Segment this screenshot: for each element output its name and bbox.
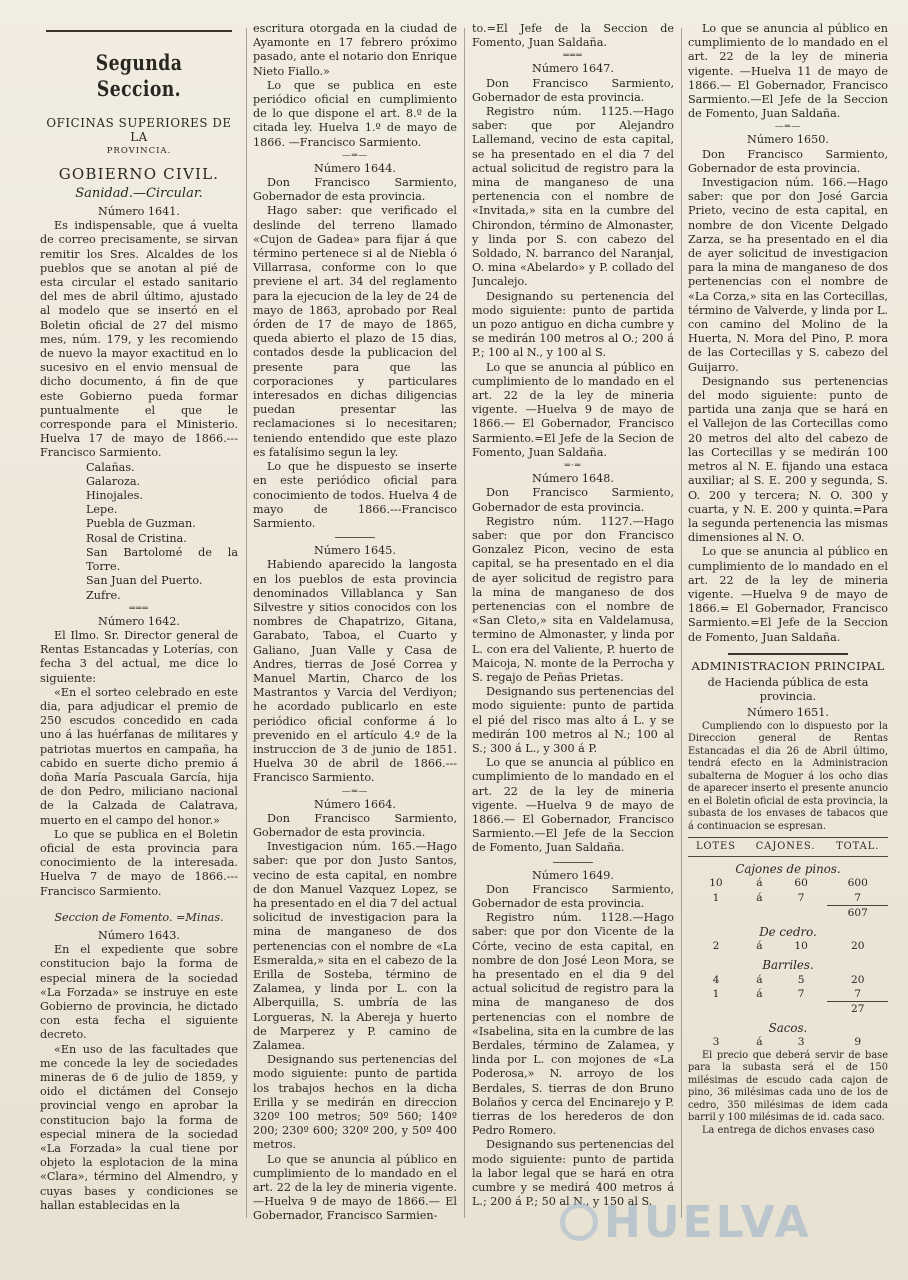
office-title: OFICINAS SUPERIORES DE LA bbox=[46, 116, 232, 145]
notice-text: Investigacion núm. 166.—Hago saber: que por don José Garcia Prieto, vecino de esta capital, en nombre de don Vicente Delgado Zarza, se ha presentado en el dia de ayer solicitud de investigacion para la mina de manganeso de dos pertenencias con el nombre de «La Corza,» sita en las Cortecillas, término de Valverde, y linda por L. con camino del Molino de la Huerta, N. Mora del Pino, P. mora de las Cortecillas y S. cabezo del Guijarro. bbox=[688, 176, 888, 374]
notice-text: Registro núm. 1127.—Hago saber: que por don Francisco Gonzalez Picon, vecino de esta capital, se ha presentado en el dia de ayer solicitud de registro para la mina de manganeso de dos pertenencias con el nombre de «San Cleto,» sita en Valdelamusa, termino de Almonaster, y linda por L. con era del Valiente, P. huerto de Maicoja, N. monte de la Perrocha y S. regajo de Peñas Prietas. bbox=[472, 514, 674, 684]
table-category: Barriles. bbox=[762, 958, 814, 973]
table-row bbox=[688, 1035, 888, 1049]
notice-text: Hago saber: que verificado el deslinde del terreno llamado «Cujon de Gadea» para fijar á que término pertenece si al de Niebla ó Villarrasa, conforme con lo que previene el art. 34 del reglamento para la ejecucion de la ley de 24 de mayo de 1863, aprobado por Real órden de 17 de mayo de 1865, queda abierto el plazo de 15 dias, contados desde la publicacion del presente para que las corporaciones y particulares interesados en dichas diligencias puedan presentar las reclamaciones si lo necesitaren; teniendo entendido que este plazo es fatalísimo segun la ley. bbox=[253, 204, 457, 459]
column-rule bbox=[681, 28, 682, 1218]
gobierno-civil-heading: GOBIERNO CIVIL. bbox=[58, 164, 220, 183]
notice-number: Número 1650. bbox=[747, 133, 829, 147]
table-row bbox=[688, 905, 888, 920]
notice-text: Lo que he dispuesto se inserte en este periódico oficial para conocimiento de todos. Huelva 4 de mayo de 1866.---Francisco Sarmiento. bbox=[253, 460, 457, 530]
town-item: Calañas. bbox=[86, 460, 135, 474]
notice-text: «En el sorteo celebrado en este dia, para adjudicar el premio de 250 escudos concedido en cada uno á las huérfanas de militares y patriotas muertos en campaña, ha cabido en suerte dicho premio á doña María Pascuala García, hija de don Pedro, miliciano nacional de la Calzada de Calatrava, muerto en el campo del honor.» bbox=[40, 685, 238, 827]
notice-number: Número 1645. bbox=[314, 544, 396, 558]
table-category: Sacos. bbox=[768, 1021, 808, 1036]
notice-text: Lo que se anuncia al público en cumplimiento de lo mandado en el art. 22 de la ley de mineria vigente. —Huelva 9 de mayo de 1866.— El Gobernador, Francisco Sarmiento.=El Jefe de la Secion de Fomento, Juan Saldaña. bbox=[472, 360, 674, 459]
table-header: CAJONES. bbox=[744, 838, 828, 857]
table-cell: 5 bbox=[797, 973, 805, 986]
town-list bbox=[40, 461, 238, 603]
table-sum: 27 bbox=[827, 1002, 888, 1017]
notice-text: Designando sus pertenencias del modo siguiente: punto de partida una zanja que se hará en el Vallejon de las Cortecillas como 20 metros del alto del cabezo de las Cortecillas y se medirán 100 metros al N. E. fijando una estaca auxiliar; al S. E. 200 y segunda, S. O. 200 y tercera; N. O. 300 y cuarta, y N. E. 200 y quinta.=Para la segunda pertenencia las mismas dimensiones al N. O. bbox=[688, 374, 888, 545]
lots-table bbox=[688, 837, 888, 1050]
column-rule bbox=[464, 28, 465, 1218]
table-row bbox=[688, 987, 888, 1002]
notice-text: Lo que se publica en el Boletin oficial de esta provincia para conocimiento de la interesada. Huelva 7 de mayo de 1866.---Francisco Sarmiento. bbox=[40, 827, 238, 898]
notice-text: escritura otorgada en la ciudad de Ayamonte en 17 febrero próximo pasado, ante el notario don Enrique Nieto Fiallo.» bbox=[253, 22, 457, 78]
table-cell: 3 bbox=[712, 1036, 720, 1049]
seal-icon bbox=[560, 1203, 598, 1241]
notice-number: Número 1649. bbox=[532, 868, 614, 882]
table-header: LOTES bbox=[688, 838, 744, 857]
table-header-row bbox=[688, 838, 888, 857]
table-row bbox=[688, 1002, 888, 1017]
column-rule bbox=[246, 28, 247, 1218]
town-item: Rosal de Cristina. bbox=[86, 531, 187, 545]
table-cell: 2 bbox=[712, 940, 720, 953]
divider bbox=[335, 537, 375, 538]
table-cell: 3 bbox=[797, 1036, 805, 1049]
notice-header: Don Francisco Sarmiento, Gobernador de esta provincia. bbox=[472, 486, 674, 514]
divider bbox=[728, 653, 848, 655]
table-cell: 7 bbox=[797, 891, 805, 904]
notice-text: Cumpliendo con lo dispuesto por la Direccion general de Rentas Estancadas el dia 26 de Abril último, tendrá efecto en la Administracion subalterna de Moguer á los ocho dias de aparecer inserto el presente anuncio en el Boletin oficial de esta provincia, la subasta de los envases de tabacos que á continuacion se espresan. bbox=[688, 720, 888, 832]
notice-text: «En uso de las facultades que me concede la ley de sociedades mineras de 6 de julio de 1859, y oido el dictámen del Consejo provincial vengo en aprobar la constitucion bajo la forma de especial minera de la sociedad «La Forzada» la cual tiene por objeto la esplotacion de la mina «Clara», término del Almendro, y cuyas bases y condiciones se hallan establecidas en la bbox=[40, 1042, 238, 1212]
notice-header: Don Francisco Sarmiento, Gobernador de esta provincia. bbox=[472, 76, 674, 104]
notice-number: Número 1647. bbox=[532, 62, 614, 76]
notice-text: Lo que se anuncia al público en cumplimiento de lo mandado en el art. 22 de la ley de mineria vigente. —Huelva 9 de mayo de 1866.— El Gobernador, Francisco Sarmiento.—El Jefe de la Seccion de Fomento, Juan Saldaña. bbox=[472, 756, 674, 855]
sanidad-heading: Sanidad.—Circular. bbox=[75, 185, 203, 201]
ornament-divider: ═·═ bbox=[564, 461, 582, 472]
column-1 bbox=[40, 22, 238, 1262]
ornament-divider: —═— bbox=[341, 786, 369, 797]
table-cell: 10 bbox=[709, 877, 723, 890]
town-item: Hinojales. bbox=[86, 489, 143, 503]
office-subtitle: PROVINCIA. bbox=[106, 146, 172, 157]
notice-text: Es indispensable, que á vuelta de correo precisamente, se sirvan remitir los Sres. Alcaldes de los pueblos que se anotan al pié de esta circular el estado sanitario del mes de abril último, ajustado al modelo que se insertó en el Boletin oficial de 27 del mismo mes, núm. 179, y les recomiendo de nuevo la mayor exactitud en lo sucesivo en el envio mensual de dicho documento, á fin de que este Gobierno pueda formar puntualmente el que le corresponde para el Ministerio. Huelva 17 de mayo de 1866.---Francisco Sarmiento. bbox=[40, 219, 238, 460]
top-rule bbox=[46, 30, 232, 32]
table-cell: 60 bbox=[794, 877, 808, 890]
divider bbox=[553, 862, 593, 863]
notice-header: Don Francisco Sarmiento, Gobernador de esta provincia. bbox=[472, 882, 674, 910]
town-item: Puebla de Guzman. bbox=[86, 517, 196, 531]
notice-text: to.=El Jefe de la Seccion de Fomento, Juan Saldaña. bbox=[472, 22, 674, 50]
notice-text: Registro núm. 1128.—Hago saber: que por don Vicente de la Córte, vecino de esta capital, en nombre de don José Leon Mora, se ha presentado en el dia 9 del actual solicitud de registro para la mina de manganeso de dos pertenencias con el nombre de «Isabelina, sita en la cumbre de las Berdales, término de Zalamea, y linda por L. con mojones de «La Poderosa,» N. arroyo de los Berdales, S. tierras de don Bruno Bolaños y cerca del Encinarejo y P. tierras de los herederos de don Pedro Romero. bbox=[472, 911, 674, 1138]
notice-number: Número 1641. bbox=[98, 205, 180, 219]
notice-text: Lo que se anuncia al público en cumplimiento de lo mandado en el art. 22 de la ley de mineria vigente. —Huelva 11 de mayo de 1866.— El Gobernador, Francisco Sarmiento.—El Jefe de la Seccion de Fomento, Juan Saldaña. bbox=[688, 22, 888, 121]
table-cell: 9 bbox=[854, 1036, 862, 1049]
notice-text: Investigacion núm. 165.—Hago saber: que por don Justo Santos, vecino de esta capital, en nombre de don Manuel Vazquez Lopez, se ha presentado en el dia 7 del actual solicitud de investigacion para la mina de manganeso de dos pertenencias con el nombre de «La Esmeralda,» sita en el cabezo de la Erilla de Sosteba, término de Zalamea, y linda por L. con la Alberquilla, S. umbría de las Lorgueras, N. la Abereja y huerto de Marperez y P. camino de Zalamea. bbox=[253, 840, 457, 1053]
fomento-heading: Seccion de Fomento. =Minas. bbox=[54, 910, 224, 924]
notice-number: Número 1664. bbox=[314, 797, 396, 811]
table-cell: á bbox=[756, 891, 763, 904]
notice-text: Lo que se publica en este periódico oficial en cumplimiento de lo que dispone el art. 8.º de la citada ley. Huelva 1.º de mayo de 1866. —Francisco Sarmiento. bbox=[253, 78, 457, 149]
notice-text: El precio que deberá servir de base para la subasta será el de 150 milésimas de escudo cada cajon de pino, 36 milésimas cada uno de los de cedro, 350 milésimas de idem cada barril y 100 milésimas de id. cada saco. bbox=[688, 1049, 888, 1124]
section-title: Segunda Seccion. bbox=[95, 50, 183, 101]
ornament-divider: —═— bbox=[341, 150, 369, 161]
table-category: De cedro. bbox=[759, 925, 817, 940]
admin-subtitle: de Hacienda pública de esta provincia. bbox=[707, 675, 869, 704]
notice-text: Registro núm. 1125.—Hago saber: que por Alejandro Lallemand, vecino de esta capital, se ha presentado en el dia 7 del actual solicitud de registro para la mina de manganeso de una pertenencia con el nombre de «Invitada,» sita en la cumbre del Chirondon, término de Almonaster, y linda por S. con cabezo del Soldado, N. barranco del Naranjal, O. mina «Abelardo» y P. collado del Juncalejo. bbox=[472, 105, 674, 289]
table-cell: á bbox=[756, 973, 763, 986]
admin-title: ADMINISTRACION PRINCIPAL bbox=[691, 658, 885, 673]
ornament-divider: —═— bbox=[774, 122, 802, 133]
table-cell: 600 bbox=[847, 877, 868, 890]
table-category: Cajones de pinos. bbox=[735, 862, 841, 877]
table-cell: 4 bbox=[712, 973, 720, 986]
notice-header: Don Francisco Sarmiento, Gobernador de esta provincia. bbox=[253, 176, 457, 204]
notice-number: Número 1642. bbox=[98, 614, 180, 628]
notice-number: Número 1644. bbox=[314, 161, 396, 175]
table-cell: 10 bbox=[794, 940, 808, 953]
watermark-text: HUELVA bbox=[604, 1196, 812, 1248]
notice-text: Lo que se anuncia al público en cumplimiento de lo mandado en el art. 22 de la ley de mineria vigente. —Huelva 9 de mayo de 1866.= El Gobernador, Francisco Sarmiento.=El Jefe de la Seccion de Fomento, Juan Saldaña. bbox=[688, 545, 888, 644]
notice-header: Don Francisco Sarmiento, Gobernador de esta provincia. bbox=[253, 811, 457, 839]
notice-number: Número 1648. bbox=[532, 472, 614, 486]
table-cell: 7 bbox=[854, 891, 862, 904]
table-sum: 607 bbox=[827, 905, 888, 920]
table-cell: 1 bbox=[712, 988, 720, 1001]
table-row bbox=[688, 891, 888, 906]
column-3 bbox=[472, 22, 674, 1262]
table-row bbox=[688, 939, 888, 953]
table-header: TOTAL. bbox=[827, 838, 888, 857]
town-item: San Juan del Puerto. bbox=[86, 574, 203, 588]
ornament-divider: ═══ bbox=[129, 603, 149, 614]
table-cell: á bbox=[756, 940, 763, 953]
table-row bbox=[688, 876, 888, 890]
town-item: San Bartolomé de la Torre. bbox=[86, 545, 238, 574]
notice-text: Lo que se anuncia al público en cumplimiento de lo mandado en el art. 22 de la ley de mineria vigente. —Huelva 9 de mayo de 1866.— El Gobernador, Francisco Sarmien- bbox=[253, 1152, 457, 1223]
table-cell: 20 bbox=[850, 973, 865, 986]
notice-header: Don Francisco Sarmiento, Gobernador de esta provincia. bbox=[688, 147, 888, 175]
notice-text: En el expediente que sobre constitucion bajo la forma de especial minera de la sociedad «La Forzada» se instruye en este Gobierno de provincia, he dictado con esta fecha el siguiente decreto. bbox=[40, 943, 238, 1042]
table-row bbox=[688, 973, 888, 987]
notice-text: El Ilmo. Sr. Director general de Rentas Estancadas y Loterías, con fecha 3 del actual, me dice lo siguiente: bbox=[40, 628, 238, 685]
notice-text: Habiendo aparecido la langosta en los pueblos de esta provincia denominados Villablanca y San Silvestre y sitios conocidos con los nombres de Chapatrizo, Gitana, Garabato, Taboa, el Cuarto y Galiano, Juan Valle y Casa de Andres, tierras de José Correa y Manuel Martin, Charco de los Mastrantos y Varcia del Verdiyon; he acordado publicarlo en este periódico oficial conforme á lo prevenido en el artículo 4.º de la instruccion de 3 de junio de 1851. Huelva 30 de abril de 1866.---Francisco Sarmiento. bbox=[253, 558, 457, 785]
table-cell: á bbox=[756, 1036, 763, 1049]
ornament-divider: ═══ bbox=[563, 51, 583, 62]
column-2 bbox=[253, 22, 457, 1262]
column-4 bbox=[688, 22, 888, 1262]
town-item: Galaroza. bbox=[86, 474, 141, 488]
notice-text: Designando sus pertenencias del modo siguiente: punto de partida el pié del risco mas alto á L. y se medirán 100 metros al N.; 100 al S.; 300 á L., y 300 á P. bbox=[472, 685, 674, 755]
huelva-watermark bbox=[560, 1192, 820, 1252]
notice-number: Número 1651. bbox=[747, 706, 829, 720]
table-cell: 1 bbox=[712, 891, 720, 904]
table-cell: 7 bbox=[797, 988, 805, 1001]
notice-text: Designando sus pertenencias del modo siguiente: punto de partida la labor legal que se hará en otra cumbre y se medirá 400 metros á L.; 200 á P.; 50 al N., y 150 al S. bbox=[472, 1138, 674, 1209]
notice-number: Número 1643. bbox=[98, 928, 180, 942]
notice-text: La entrega de dichos envases caso bbox=[702, 1124, 875, 1136]
notice-text: Designando sus pertenencias del modo siguiente: punto de partida los trabajos hechos en la dicha Erilla y se medirán en direccion 320º 100 metros; 50º 560; 140º 200; 230º 600; 320º 200, y 50º 400 metros. bbox=[253, 1053, 457, 1152]
table-cell: 7 bbox=[854, 987, 862, 1000]
town-item: Lepe. bbox=[86, 503, 118, 517]
table-cell: á bbox=[756, 877, 763, 890]
town-item: Zufre. bbox=[86, 588, 121, 602]
table-cell: á bbox=[756, 988, 763, 1001]
table-cell: 20 bbox=[850, 940, 865, 953]
notice-text: Designando su pertenencia del modo siguiente: punto de partida un pozo antiguo en dicha cumbre y se medirán 100 metros al O.; 200 á P.; 100 al N., y 100 al S. bbox=[472, 289, 674, 360]
